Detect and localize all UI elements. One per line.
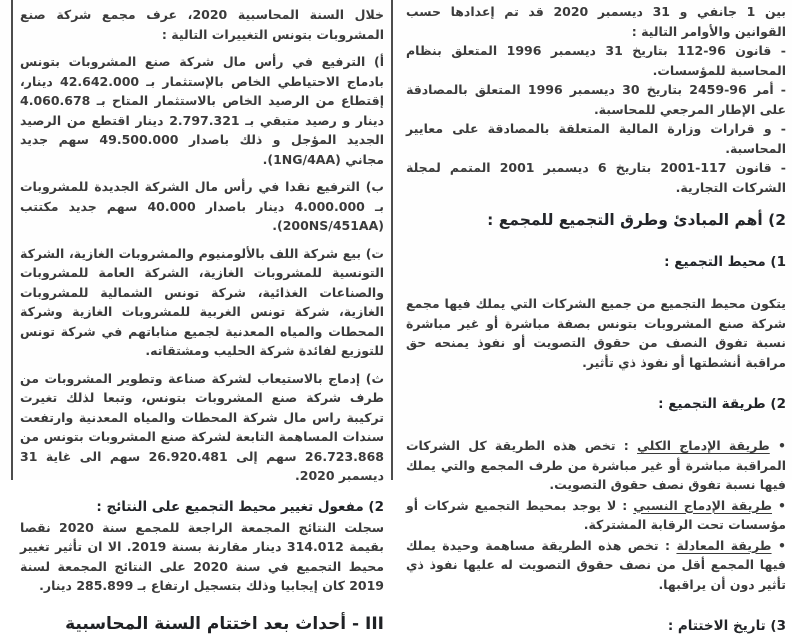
left-column — [20, 0, 384, 635]
column-divider-rule — [391, 0, 393, 480]
method-item-full-integration — [406, 436, 786, 495]
change-item-b: ب) الترفيع نقدا في رأس مال الشركة الجديدة للمشروبات بـ 4.000.000 دينار باصدار 40.000 سهم جديد مكتتب (200NS/451AA). — [20, 179, 384, 233]
perimeter-subheading: 1) محيط التجميع : — [664, 254, 786, 270]
change-item-th: ث) إدماج بالاستيعاب لشركة صناعة وتطوير المشروبات من طرف شركة صنع المشروبات بتونس، وتبعا لذلك تغيرت تركيبة راس مال شركة المحطات والمياه المعدنية وارتفعت سندات المساهمة التابعة لشركة صنع المشروبات بتونس من 26.723.868 سهم إلى 26.920.481 سهم الى غاية 31 ديسمبر 2020. — [20, 370, 384, 483]
right-column — [406, 0, 786, 635]
bullet-glyph: • — [778, 537, 786, 553]
method-lead-label: طريقة المعادلة — [676, 537, 772, 553]
closing-date-subheading: 3) تاريخ الاختتام : — [667, 618, 786, 634]
bullet-glyph: • — [778, 497, 786, 513]
law-item-2: - أمر 96-2459 بتاريخ 30 ديسمبر 1996 المتعلق بالمصادقة على الإطار المرجعي للمحاسبة. — [406, 82, 786, 117]
method-item-text: : لا يوجد بمحيط التجميع شركات أو مؤسسات تحت الرقابة المشتركة. — [406, 497, 786, 532]
method-lead-label: طريقة الإدماج النسبي — [633, 497, 773, 513]
left-page-rule — [11, 0, 13, 480]
changes-intro-paragraph: خلال السنة المحاسبية 2020، عرف مجمع شركة صنع المشروبات بتونس التغييرات التالية : — [20, 7, 385, 42]
perimeter-paragraph: يتكون محيط التجميع من جميع الشركات التي يملك فيها مجمع شركة صنع المشروبات بتونس بصفة مباشرة أو غير مباشرة نسبة تفوق النصف من حقوق التصويت أو نفوذ يمنحه حق مراقبة أنشطتها أو نفوذ ذي تأثير. — [406, 296, 786, 370]
change-item-t: ت) بيع شركة اللف بالألومنيوم والمشروبات الغازية، الشركة التونسية للمشروبات الغازية، الشركة العامة للمشروبات والصناعات الغذائية، شركة تونس الشمالية للمشروبات الغازية، شركة تونس الغربية للمشروبات الغازية وشركة المحطات والمياه المعدنية لجميع مناباتهم في شركة تونس للتوزيع لفائدة شركة الحليب ومشتقاته. — [20, 245, 384, 358]
law-item-1: - قانون 96-112 بتاريخ 31 ديسمبر 1996 المتعلق بنظام المحاسبة للمؤسسات. — [406, 43, 786, 78]
change-item-a: أ) الترفيع في رأس مال شركة صنع المشروبات بتونس بادماج الاحتياطي الخاص بالإستثمار بـ 42.642.000 دينار، إقتطاع من الرصيد الخاص بالاستثمار المتاح بـ 4.060.678 دينار و رصيد متبقي بـ 2.797.321 دينار اقتطع من الرصيد الجديد المؤجل و ذلك باصدار 49.500.000 سهم جديد مجاني (1NG/4AA). — [20, 54, 384, 167]
method-item-text: : تخص هذه الطريقة مساهمة وحيدة يملك فيها المجمع أقل من نصف حقوق التصويت له عليها نفوذ ذي تأثير دون أن يراقبها. — [406, 537, 786, 592]
method-item-equity — [406, 536, 786, 595]
method-lead-label: طريقة الإدماج الكلي — [637, 438, 770, 453]
law-item-3: - و قرارات وزارة المالية المتعلقة بالمصادقة على معايير المحاسبة. — [406, 121, 786, 156]
laws-intro-line: بين 1 جانفي و 31 ديسمبر 2020 قد تم إعدادها حسب القوانين والأوامر التالية : — [406, 4, 787, 39]
perimeter-effect-heading: 2) مفعول تغيير محيط التجميع على النتائج : — [96, 498, 384, 515]
bullet-glyph: • — [778, 438, 786, 453]
method-item-proportional — [406, 496, 786, 535]
method-subheading: 2) طريقة التجميع : — [658, 396, 786, 412]
method-item-text: : تخص هذه الطريقة كل الشركات المراقبة مباشرة أو غير مباشرة من طرف المجمع والتي يملك فيها نسبة تفوق نصف حقوق التصويت. — [406, 438, 786, 492]
law-item-4: - قانون 117-2001 بتاريخ 6 ديسمبر 2001 المتمم لمجلة الشركات التجارية. — [406, 160, 786, 195]
perimeter-effect-paragraph: سجلت النتائج المجمعة الراجعة للمجمع سنة 2020 نقصا بقيمة 314.012 دينار مقارنة بسنة 2019. الا ان تأثير تغيير محيط التجميع في سنة 2020 على النتائج المجمعة لسنة 2019 كان إيجابيا وذلك بتسجيل ارتفاع بـ 285.899 دينار. — [20, 519, 384, 593]
principles-section-heading: 2) أهم المبادئ وطرق التجميع للمجمع : — [487, 211, 786, 229]
consolidation-methods-list — [406, 436, 786, 594]
post-closing-events-heading: III - أحداث بعد اختتام السنة المحاسبية — [65, 613, 384, 634]
